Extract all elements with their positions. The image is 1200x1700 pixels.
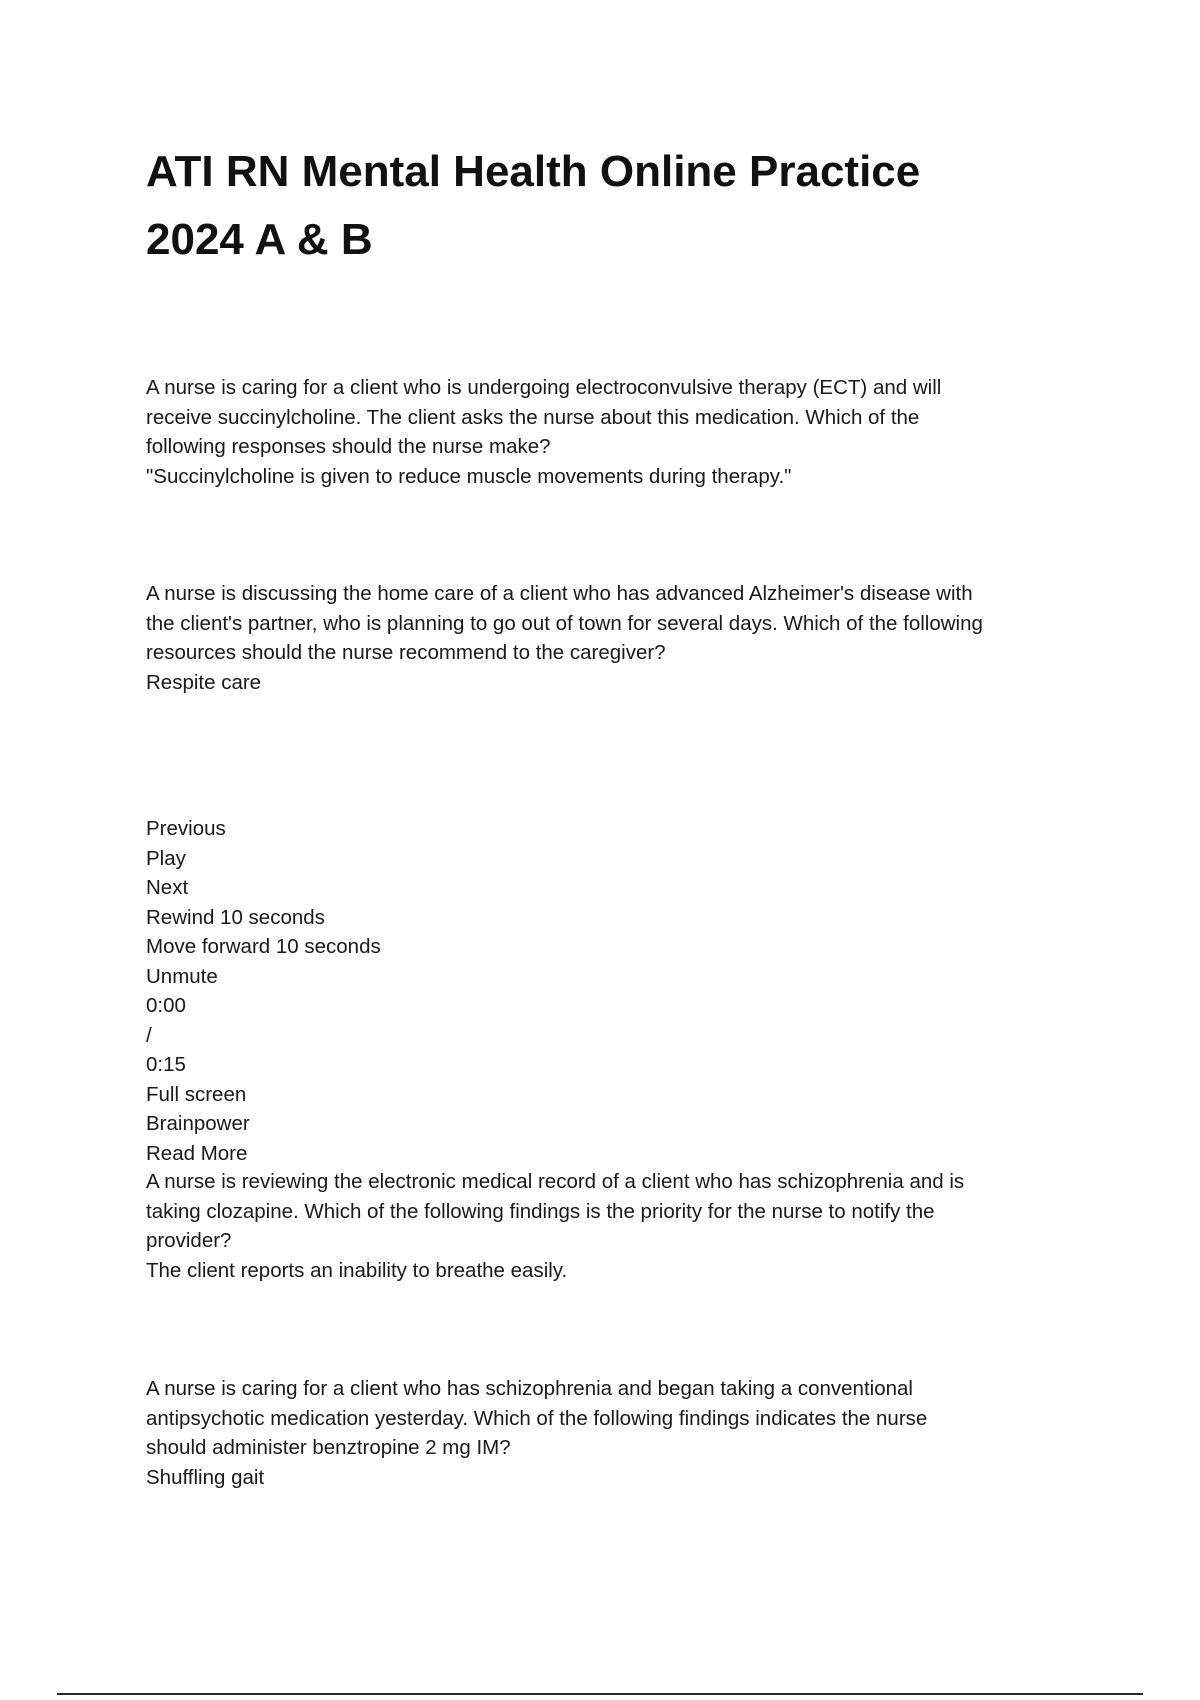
title-line-2: 2024 A & B [146,215,373,264]
question-3-line-2: taking clozapine. Which of the following findings is the priority for the nurse to notify the [146,1199,935,1223]
bottom-divider [57,1693,1143,1695]
media-player-text [146,814,1066,1168]
question-2-line-3: resources should the nurse recommend to the caregiver? [146,641,666,664]
brand-label: Brainpower [146,1112,250,1135]
time-separator: / [146,1023,152,1047]
read-more-link[interactable]: Read More [146,1141,248,1165]
full-screen-button[interactable]: Full screen [146,1082,247,1106]
title-line-1: ATI RN Mental Health Online Practice [146,147,921,196]
answer-3: The client reports an inability to breathe easily. [146,1258,568,1282]
rewind-button[interactable]: Rewind 10 seconds [146,905,325,929]
answer-4: Shuffling gait [146,1465,265,1489]
question-4-line-1: A nurse is caring for a client who has schizophrenia and began taking a conventional [146,1377,913,1400]
next-button[interactable]: Next [146,876,189,899]
duration: 0:15 [146,1053,186,1076]
question-1-line-2: receive succinylcholine. The client asks the nurse about this medication. Which of the [146,405,920,429]
forward-button[interactable]: Move forward 10 seconds [146,935,381,958]
question-2-line-1: A nurse is discussing the home care of a client who has advanced Alzheimer's disease with [146,582,973,605]
question-block-1 [146,373,1066,491]
previous-button[interactable]: Previous [146,817,226,840]
unmute-button[interactable]: Unmute [146,964,218,988]
question-3-line-1: A nurse is reviewing the electronic medical record of a client who has schizophrenia and is [146,1170,965,1193]
answer-2: Respite care [146,670,262,694]
question-1-line-1: A nurse is caring for a client who is undergoing electroconvulsive therapy (ECT) and will [146,376,942,399]
play-button[interactable]: Play [146,846,186,870]
answer-1: "Succinylcholine is given to reduce muscle movements during therapy." [146,464,792,488]
question-4-line-2: antipsychotic medication yesterday. Which of the following findings indicates the nurse [146,1406,928,1430]
question-1-line-3: following responses should the nurse make? [146,435,551,458]
current-time: 0:00 [146,994,186,1017]
question-4-line-3: should administer benztropine 2 mg IM? [146,1436,511,1459]
document-title [146,138,1106,274]
question-block-2 [146,579,1066,697]
question-3-line-3: provider? [146,1229,232,1252]
question-2-line-2: the client's partner, who is planning to go out of town for several days. Which of the following [146,611,983,635]
question-block-4 [146,1374,1066,1492]
question-block-3 [146,1167,1066,1285]
